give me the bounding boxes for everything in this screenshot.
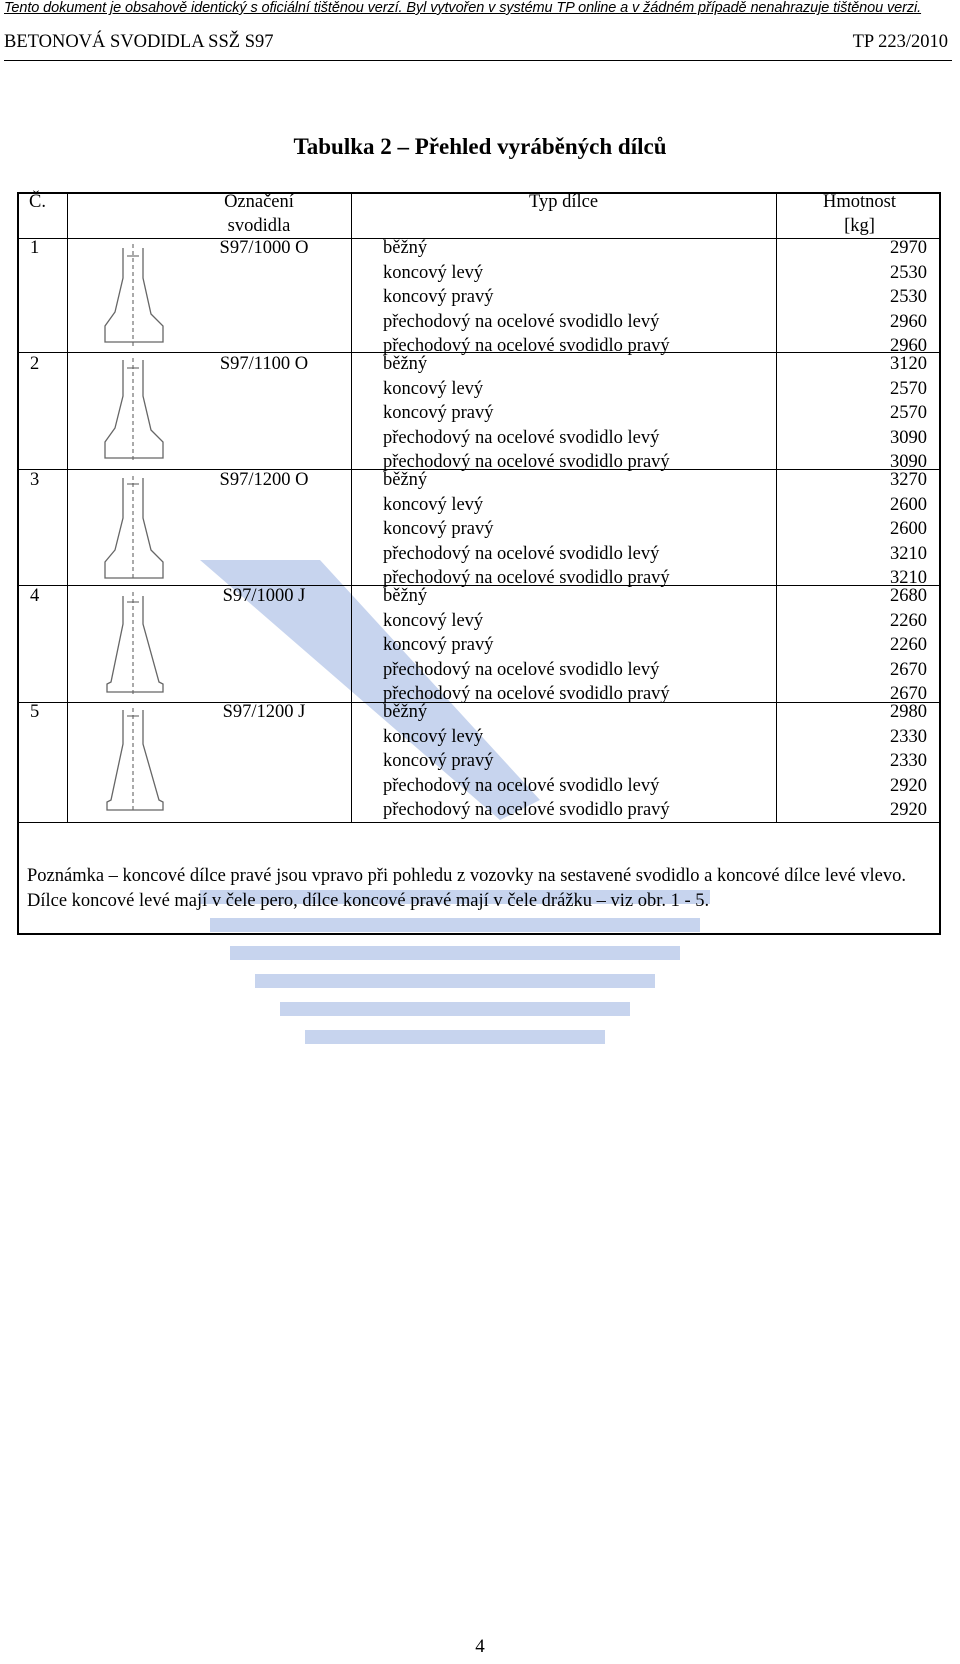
header-code-line2: svodidla — [227, 216, 291, 236]
row-1-types — [383, 236, 670, 359]
page-number: 4 — [475, 1636, 485, 1657]
row-2-code: S97/1100 O — [219, 354, 309, 374]
row-4-type-4: přechodový na ocelové svodidlo levý — [383, 659, 660, 680]
row-4-types — [383, 584, 670, 707]
row-1-type-4: přechodový na ocelové svodidlo levý — [383, 311, 660, 332]
row-4-code: S97/1000 J — [222, 586, 306, 606]
row-5-weight-3: 2330 — [890, 751, 927, 772]
row-2-type-4: přechodový na ocelové svodidlo levý — [383, 427, 660, 448]
row-1-weight-1: 2970 — [890, 238, 927, 258]
row-3-type-3: koncový pravý — [383, 519, 494, 540]
row-3-weight-1: 3270 — [890, 470, 927, 490]
row-4-type-5: přechodový na ocelové svodidlo pravý — [383, 684, 670, 705]
row-2-weight-5: 3090 — [890, 452, 927, 473]
row-5-type-2: koncový levý — [383, 726, 484, 747]
row-5-weights — [890, 700, 927, 823]
row-2-type-3: koncový pravý — [383, 403, 494, 424]
row-5-type-4: přechodový na ocelové svodidlo levý — [383, 775, 660, 796]
row-5-weight-2: 2330 — [890, 726, 927, 747]
row-3-weight-4: 3210 — [890, 543, 927, 564]
barrier-profile-icon — [101, 590, 181, 702]
row-4-weights — [890, 584, 927, 707]
row-2-types — [383, 352, 670, 475]
row-5-number: 5 — [30, 702, 40, 722]
row-2-weight-3: 2570 — [890, 403, 927, 424]
row-2-weights — [890, 352, 927, 475]
barrier-profile-icon — [101, 356, 181, 468]
row-5-weight-4: 2920 — [890, 775, 927, 796]
row-1-code: S97/1000 O — [219, 238, 309, 258]
table-note: Poznámka – koncové dílce pravé jsou vpravo při pohledu z vozovky na sestavené svodidlo a koncové dílce levé vlevo. Dílce koncové levé mají v čele pero, dílce koncové pravé mají v čele drážku – viz obr. 1 - 5. — [27, 866, 907, 911]
row-3-type-2: koncový levý — [383, 494, 484, 515]
barrier-profile-icon — [101, 474, 181, 586]
row-1-type-2: koncový levý — [383, 262, 484, 283]
row-5-type-3: koncový pravý — [383, 751, 494, 772]
row-3-type-1: běžný — [383, 470, 428, 490]
header-number: Č. — [29, 192, 46, 212]
header-code — [159, 190, 359, 238]
row-3-weight-5: 3210 — [890, 568, 927, 589]
row-3-number: 3 — [30, 470, 40, 490]
header-rule — [4, 60, 952, 61]
header-document-title: BETONOVÁ SVODIDLA SSŽ S97 — [4, 32, 274, 52]
header-document-code: TP 223/2010 — [852, 32, 948, 52]
row-2-type-5: přechodový na ocelové svodidlo pravý — [383, 452, 670, 473]
row-3-type-4: přechodový na ocelové svodidlo levý — [383, 543, 660, 564]
header-type: Typ dílce — [528, 192, 599, 212]
col-divider-1 — [67, 194, 68, 822]
row-4-weight-5: 2670 — [890, 684, 927, 705]
row-2-weight-1: 3120 — [890, 354, 927, 374]
row-4-weight-4: 2670 — [890, 659, 927, 680]
row-3-code: S97/1200 O — [219, 470, 309, 490]
row-3-type-5: přechodový na ocelové svodidlo pravý — [383, 568, 670, 589]
row-3-weight-2: 2600 — [890, 494, 927, 515]
row-1-weight-4: 2960 — [890, 311, 927, 332]
row-2-type-1: běžný — [383, 354, 428, 374]
row-1-weight-3: 2530 — [890, 287, 927, 308]
row-2-type-2: koncový levý — [383, 378, 484, 399]
row-5-weight-5: 2920 — [890, 800, 927, 821]
row-4-weight-3: 2260 — [890, 635, 927, 656]
row-1-type-3: koncový pravý — [383, 287, 494, 308]
row-2-weight-4: 3090 — [890, 427, 927, 448]
row-1-number: 1 — [30, 238, 40, 258]
col-divider-2 — [351, 194, 352, 822]
barrier-profile-icon — [101, 242, 181, 354]
row-3-weight-3: 2600 — [890, 519, 927, 540]
row-2-weight-2: 2570 — [890, 378, 927, 399]
col-divider-3 — [776, 194, 777, 822]
row-4-number: 4 — [30, 586, 40, 606]
row-5-type-1: běžný — [383, 702, 428, 722]
header-code-line1: Označení — [224, 192, 294, 212]
row-1-weight-5: 2960 — [890, 336, 927, 357]
row-1-weight-2: 2530 — [890, 262, 927, 283]
row-1-type-1: běžný — [383, 238, 428, 258]
row-5-code: S97/1200 J — [222, 702, 306, 722]
row-3-weights — [890, 468, 927, 591]
header-weight-line2: [kg] — [844, 216, 875, 236]
row-1-weights — [890, 236, 927, 359]
row-1-type-5: přechodový na ocelové svodidlo pravý — [383, 336, 670, 357]
row-4-weight-1: 2680 — [890, 586, 927, 606]
row-5-type-5: přechodový na ocelové svodidlo pravý — [383, 800, 670, 821]
row-4-type-2: koncový levý — [383, 610, 484, 631]
parts-table — [17, 192, 941, 935]
row-4-type-1: běžný — [383, 586, 428, 606]
barrier-profile-icon — [101, 706, 181, 818]
row-4-type-3: koncový pravý — [383, 635, 494, 656]
row-3-types — [383, 468, 670, 591]
table-title: Tabulka 2 – Přehled vyráběných dílců — [293, 134, 667, 159]
header-weight-line1: Hmotnost — [823, 192, 896, 212]
header-weight — [776, 190, 943, 238]
row-4-weight-2: 2260 — [890, 610, 927, 631]
row-2-number: 2 — [30, 354, 40, 374]
online-version-notice: Tento dokument je obsahově identický s oficiální tištěnou verzí. Byl vytvořen v systému TP online a v žádném případě nenahrazuje tištěnou verzi. — [4, 0, 922, 16]
row-5-types — [383, 700, 670, 823]
row-5-weight-1: 2980 — [890, 702, 927, 722]
